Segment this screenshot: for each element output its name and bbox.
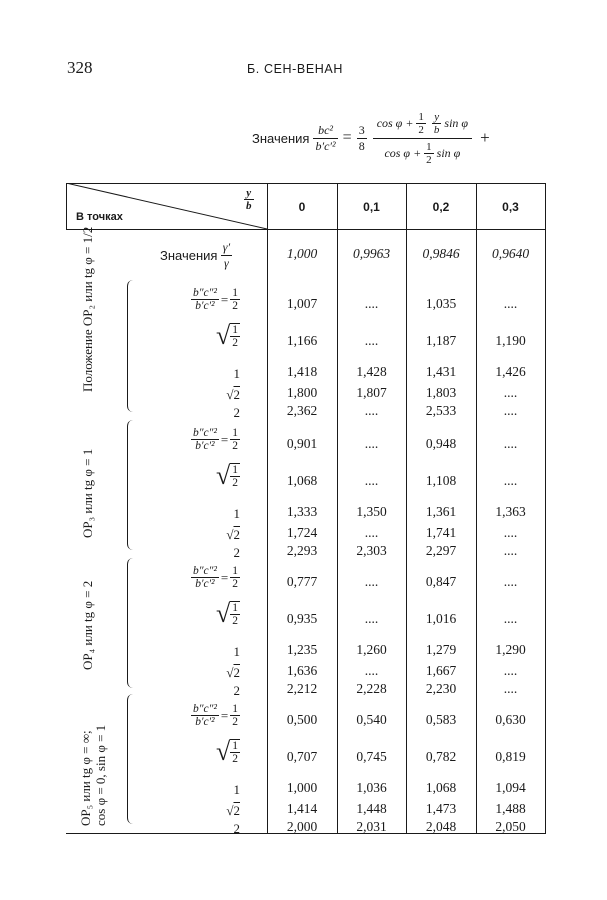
table-cell: .... <box>364 296 379 311</box>
table-cell: 2,050 <box>495 819 526 834</box>
table-cell: .... <box>503 436 518 451</box>
table-cell: 2,303 <box>356 543 387 558</box>
table-cell: .... <box>503 663 518 678</box>
table-cell: 1,473 <box>425 801 457 816</box>
gamma-value: 0,9640 <box>491 246 530 261</box>
table-cell: 2,293 <box>286 543 318 558</box>
table-cell: 1,724 <box>286 525 318 540</box>
corner-variable: $\frac{y}{b}$ <box>246 187 252 212</box>
table-cell: 1,036 <box>356 780 387 795</box>
table-cell: 1,290 <box>495 642 526 657</box>
table-cell: 1,000 <box>286 780 318 795</box>
table-cell: 1,016 <box>425 611 457 626</box>
group-title-op2: Положение OP₂ или tg φ = 1/2 <box>80 226 95 392</box>
table-cell: 0,583 <box>425 712 457 727</box>
table-cell: 0,935 <box>286 611 318 626</box>
row-label: 1 <box>233 782 240 797</box>
row-label: 2 <box>233 545 240 560</box>
table-cell: 0,630 <box>495 712 526 727</box>
table-cell: .... <box>364 525 379 540</box>
equals-sign: = <box>342 129 352 146</box>
row-label: √2 <box>226 665 240 680</box>
row-label: √ $\frac{1}{2}$ <box>215 599 238 628</box>
table-cell: 1,426 <box>495 364 526 379</box>
table-cell: 2,533 <box>425 403 457 418</box>
table-cell: .... <box>503 574 518 589</box>
column-header: 0,2 <box>432 200 450 214</box>
table-cell: 1,414 <box>286 801 318 816</box>
table-cell: .... <box>503 296 518 311</box>
table-cell: 1,667 <box>425 663 457 678</box>
row-label: 1 <box>233 366 240 381</box>
table-cell: 1,068 <box>286 473 318 488</box>
table-cell: 1,418 <box>286 364 318 379</box>
table-cell: 1,166 <box>286 333 318 348</box>
row-label: 1 <box>233 644 240 659</box>
gamma-value: 1,000 <box>286 246 318 261</box>
table-cell: .... <box>503 473 518 488</box>
table-cell: .... <box>503 543 518 558</box>
coefficient-fraction: $\frac{3}{8}$ <box>358 122 365 153</box>
table-cell: .... <box>503 403 518 418</box>
table-cell: 0,745 <box>356 749 387 764</box>
row-label: 2 <box>233 405 240 420</box>
table-cell: 0,540 <box>356 712 387 727</box>
table-cell: 1,260 <box>356 642 387 657</box>
table-cell: 1,428 <box>356 364 387 379</box>
table-cell: 2,212 <box>286 681 318 696</box>
table-cell: .... <box>364 333 379 348</box>
column-header: 0,1 <box>363 200 380 214</box>
table-cell: 1,108 <box>425 473 457 488</box>
table-cell: 1,488 <box>495 801 526 816</box>
column-header: 0 <box>298 200 306 214</box>
group-brace <box>127 694 134 824</box>
table-right-border <box>545 183 546 833</box>
running-head: Б. СЕН-ВЕНАН <box>247 62 343 76</box>
table-cell: 0,707 <box>286 749 318 764</box>
table-cell: 0,847 <box>425 574 457 589</box>
table-cell: .... <box>503 681 518 696</box>
group-brace <box>127 558 134 688</box>
row-label: $\frac{\text{b″c″²}}{\text{b′c′²}}$ = $\frac{1}{2}$ <box>193 427 238 452</box>
table-cell: .... <box>503 525 518 540</box>
table-cell: .... <box>503 385 518 400</box>
group-brace <box>127 420 134 550</box>
table-cell: 0,777 <box>286 574 318 589</box>
gamma-row-label: Значения $\frac{\gamma'}{\gamma}$ <box>160 240 231 270</box>
table-cell: 2,048 <box>425 819 457 834</box>
table-cell: 0,500 <box>286 712 318 727</box>
table-cell: 1,094 <box>495 780 526 795</box>
table-cell: 0,819 <box>495 749 526 764</box>
group-title-op4: OP₄ или tg φ = 2 <box>80 580 95 670</box>
row-label: $\frac{\text{b″c″²}}{\text{b′c′²}}$ = $\frac{1}{2}$ <box>193 287 238 312</box>
table-cell: 0,901 <box>286 436 318 451</box>
table-cell: 1,187 <box>425 333 457 348</box>
row-label: 2 <box>233 821 240 836</box>
table-cell: 1,803 <box>425 385 457 400</box>
table-cell: 1,448 <box>356 801 387 816</box>
table-cell: 0,948 <box>425 436 457 451</box>
table-cell: 1,333 <box>286 504 318 519</box>
row-label: √2 <box>226 803 240 818</box>
lhs-fraction: $\frac{\text{bc²}}{\text{b′c′²}}$ <box>315 122 336 153</box>
table-cell: .... <box>364 403 379 418</box>
table-cell: 1,350 <box>356 504 387 519</box>
group-title-op5-a: OP₅ или tg φ = ∞; <box>78 730 93 826</box>
gamma-value: 0,9846 <box>422 246 460 261</box>
column-header: 0,3 <box>502 200 519 214</box>
table-cell: 1,035 <box>425 296 457 311</box>
table-cell: 2,228 <box>356 681 387 696</box>
table-cell: 1,361 <box>425 504 457 519</box>
y-over-b-fraction: $\frac{y}{b}$ <box>433 110 440 136</box>
row-label: $\frac{\text{b″c″²}}{\text{b′c′²}}$ = $\frac{1}{2}$ <box>193 565 238 590</box>
row-label: √ $\frac{1}{2}$ <box>215 737 238 766</box>
group-brace <box>127 280 134 412</box>
table-cell: .... <box>364 473 379 488</box>
plus-sign: + <box>480 128 490 147</box>
table-cell: 1,007 <box>286 296 318 311</box>
row-label: 2 <box>233 683 240 698</box>
table-cell: 1,636 <box>286 663 318 678</box>
table-cell: 1,279 <box>425 642 457 657</box>
row-label: $\frac{\text{b″c″²}}{\text{b′c′²}}$ = $\frac{1}{2}$ <box>193 703 238 728</box>
table-cell: 1,235 <box>286 642 318 657</box>
rhs-fraction: cos φ + $\frac{1}{2}$ $\frac{y}{b}$ sin φ cos φ + $\frac{1}{2}$ sin φ <box>373 111 472 166</box>
table-cell: 1,190 <box>495 333 526 348</box>
table-cell: 1,363 <box>495 504 526 519</box>
table-cell: 2,031 <box>356 819 387 834</box>
table-cell: 2,297 <box>425 543 457 558</box>
table-cell: .... <box>364 663 379 678</box>
row-label: √ $\frac{1}{2}$ <box>215 321 238 350</box>
table-cell: 1,807 <box>356 385 387 400</box>
table-cell: 1,068 <box>425 780 457 795</box>
table-cell: .... <box>503 611 518 626</box>
gamma-value: 0,9963 <box>352 246 391 261</box>
table-cell: 1,800 <box>286 385 318 400</box>
row-label: √ $\frac{1}{2}$ <box>215 461 238 490</box>
corner-label: В точках <box>76 211 123 223</box>
table-cell: .... <box>364 574 379 589</box>
table-cell: 2,000 <box>286 819 318 834</box>
table-cell: .... <box>364 611 379 626</box>
table-cell: 1,431 <box>425 364 457 379</box>
row-label: 1 <box>233 506 240 521</box>
half-fraction: $\frac{1}{2}$ <box>418 110 424 136</box>
group-title-op3: OP₃ или tg φ = 1 <box>80 448 95 538</box>
table-cell: 2,230 <box>425 681 457 696</box>
formula <box>252 108 490 168</box>
table-cell: 1,741 <box>425 525 457 540</box>
formula-label: Значения <box>252 130 310 146</box>
table-cell: 0,782 <box>425 749 457 764</box>
group-title-op5-b: cos φ = 0, sin φ = 1 <box>93 724 108 826</box>
table-cell: .... <box>364 436 379 451</box>
table-cell: 2,362 <box>286 403 318 418</box>
row-label: √2 <box>226 387 240 402</box>
page-number: 328 <box>67 58 93 77</box>
row-label: √2 <box>226 527 240 542</box>
